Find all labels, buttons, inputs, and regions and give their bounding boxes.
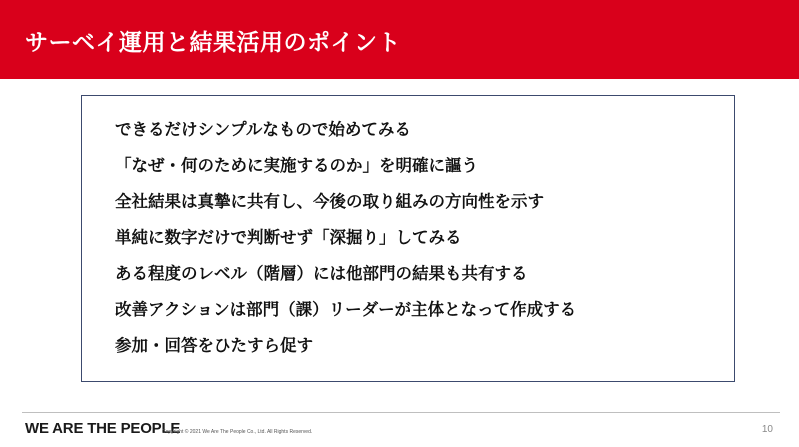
point-item: 参加・回答をひたすら促す: [115, 336, 313, 355]
company-logo: WE ARE THE PEOPLE: [25, 420, 181, 437]
point-item: できるだけシンプルなもので始めてみる: [115, 120, 411, 139]
point-item: ある程度のレベル（階層）には他部門の結果も共有する: [115, 264, 528, 283]
slide-title: サーベイ運用と結果活用のポイント: [25, 30, 401, 56]
point-item: 改善アクションは部門（課）リーダーが主体となって作成する: [115, 300, 577, 319]
page-number: 10: [761, 424, 773, 435]
title-bar: [0, 0, 799, 79]
footer-divider: [22, 412, 780, 413]
point-item: 単純に数字だけで判断せず「深掘り」してみる: [115, 228, 462, 247]
points-list: [115, 118, 576, 370]
copyright-text: Copyright © 2021 We Are The People Co., Ltd. All Rights Reserved.: [162, 429, 313, 435]
points-box: [81, 95, 735, 382]
point-item: 全社結果は真摯に共有し、今後の取り組みの方向性を示す: [115, 192, 544, 211]
point-item: 「なぜ・何のために実施するのか」を明確に謳う: [115, 156, 478, 175]
